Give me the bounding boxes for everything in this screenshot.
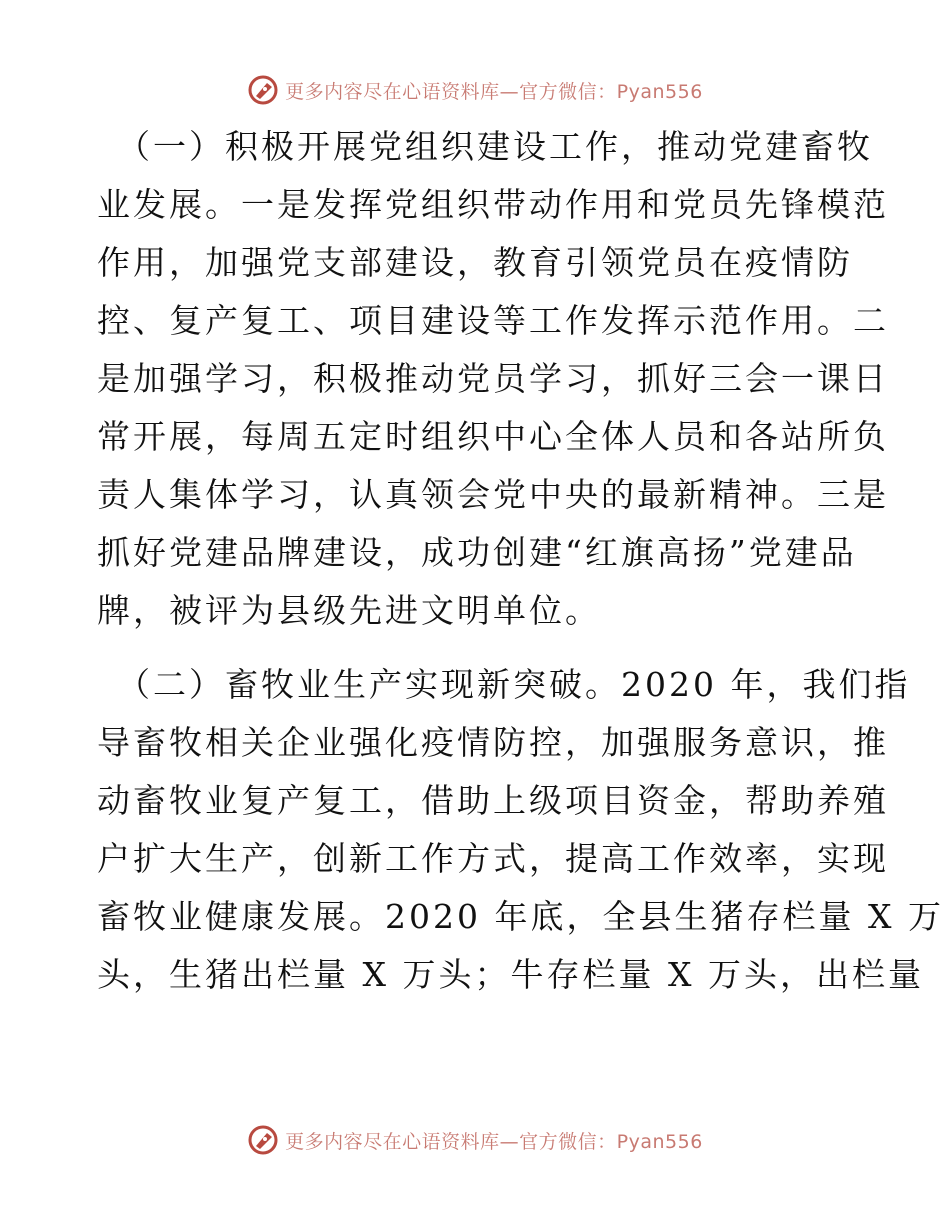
paragraph-spacer <box>97 640 857 656</box>
document-body <box>97 118 944 1004</box>
text-line: 责人集体学习，认真领会党中央的最新精神。三是 <box>97 475 889 514</box>
text-line: 作用，加强党支部建设，教育引领党员在疫情防 <box>97 243 853 282</box>
header-banner <box>0 70 950 110</box>
footer-banner <box>0 1120 950 1160</box>
text-line: 常开展，每周五定时组织中心全体人员和各站所负 <box>97 417 889 456</box>
paragraph-2 <box>97 656 944 1004</box>
text-line: 抓好党建品牌建设，成功创建“红旗高扬”党建品 <box>97 533 857 572</box>
text-line: 头，生猪出栏量 X 万头；牛存栏量 X 万头，出栏量 <box>97 955 924 994</box>
text-line: 导畜牧相关企业强化疫情防控，加强服务意识，推 <box>97 723 889 762</box>
text-line: （一）积极开展党组织建设工作，推动党建畜牧 <box>117 127 873 166</box>
text-line: 业发展。一是发挥党组织带动作用和党员先锋模范 <box>97 185 889 224</box>
text-line: 牌，被评为县级先进文明单位。 <box>97 591 601 630</box>
text-line: 户扩大生产，创新工作方式，提高工作效率，实现 <box>97 839 889 878</box>
text-line: 动畜牧业复产复工，借助上级项目资金，帮助养殖 <box>97 781 889 820</box>
footer-banner-text: 更多内容尽在心语资料库—官方微信：Pyan556 <box>285 1130 703 1153</box>
header-banner-text: 更多内容尽在心语资料库—官方微信：Pyan556 <box>285 80 703 103</box>
paragraph-1 <box>97 118 889 640</box>
text-line: 控、复产复工、项目建设等工作发挥示范作用。二 <box>97 301 889 340</box>
pen-nib-circle-icon <box>247 1124 279 1156</box>
text-line: 畜牧业健康发展。2020 年底，全县生猪存栏量 X 万 <box>97 897 944 936</box>
text-line: （二）畜牧业生产实现新突破。2020 年，我们指 <box>117 665 911 704</box>
pen-nib-circle-icon <box>247 74 279 106</box>
text-line: 是加强学习，积极推动党员学习，抓好三会一课日 <box>97 359 889 398</box>
